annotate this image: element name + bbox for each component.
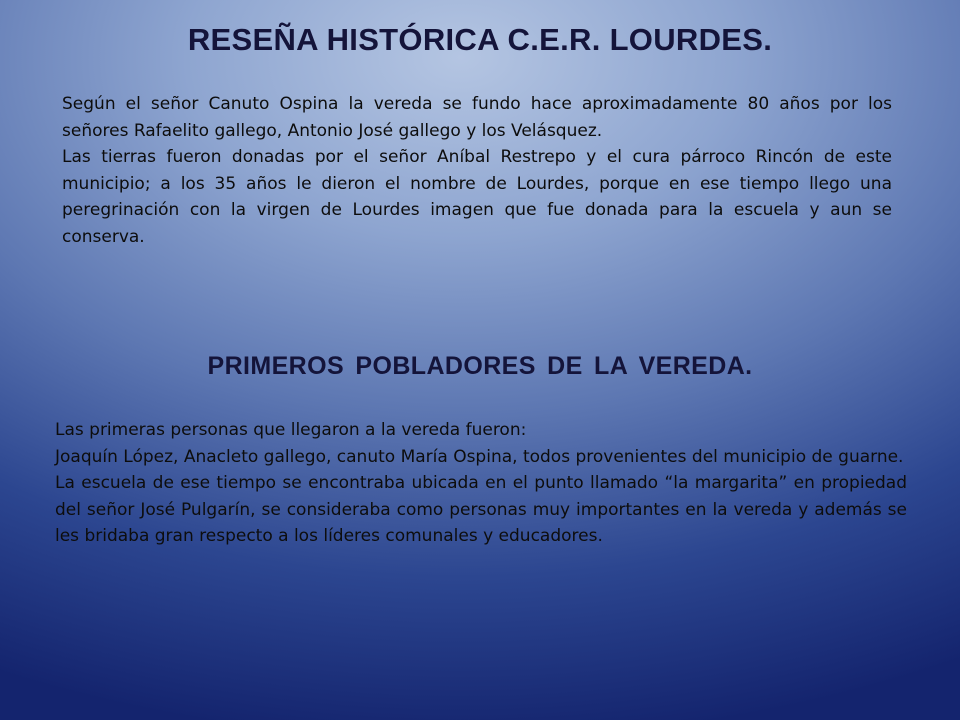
history-paragraph-founding: Según el señor Canuto Ospina la vereda se fundo hace aproximadamente 80 años por los señores Rafaelito gallego, Antonio José gallego y los Velásquez. — [62, 94, 892, 141]
history-paragraph-lands: Las tierras fueron donadas por el señor Aníbal Restrepo y el cura párroco Rincón de este municipio; a los 35 años le dieron el nombre de Lourdes, porque en ese tiempo llego una peregrinación con la virgen de Lourdes imagen que fue donada para la escuela y aun se conserva. — [62, 147, 892, 247]
slide-title: RESEÑA HISTÓRICA C.E.R. LOURDES. — [187, 22, 773, 57]
settlers-paragraph-names: Joaquín López, Anacleto gallego, canuto María Ospina, todos provenientes del municipio de guarne. — [55, 446, 904, 467]
section-subtitle: PRIMEROS POBLADORES DE LA VEREDA. — [207, 352, 753, 380]
settlers-paragraph-school: La escuela de ese tiempo se encontraba ubicada en el punto llamado “la margarita” en propiedad del señor José Pulgarín, se consideraba como personas muy importantes en la vereda y además se les bridaba gran respecto a los líderes comunales y educadores. — [55, 473, 907, 546]
history-text-block — [62, 91, 892, 250]
settlers-paragraph-intro: Las primeras personas que llegaron a la vereda fueron: — [55, 420, 527, 440]
settlers-text-block — [55, 417, 907, 550]
